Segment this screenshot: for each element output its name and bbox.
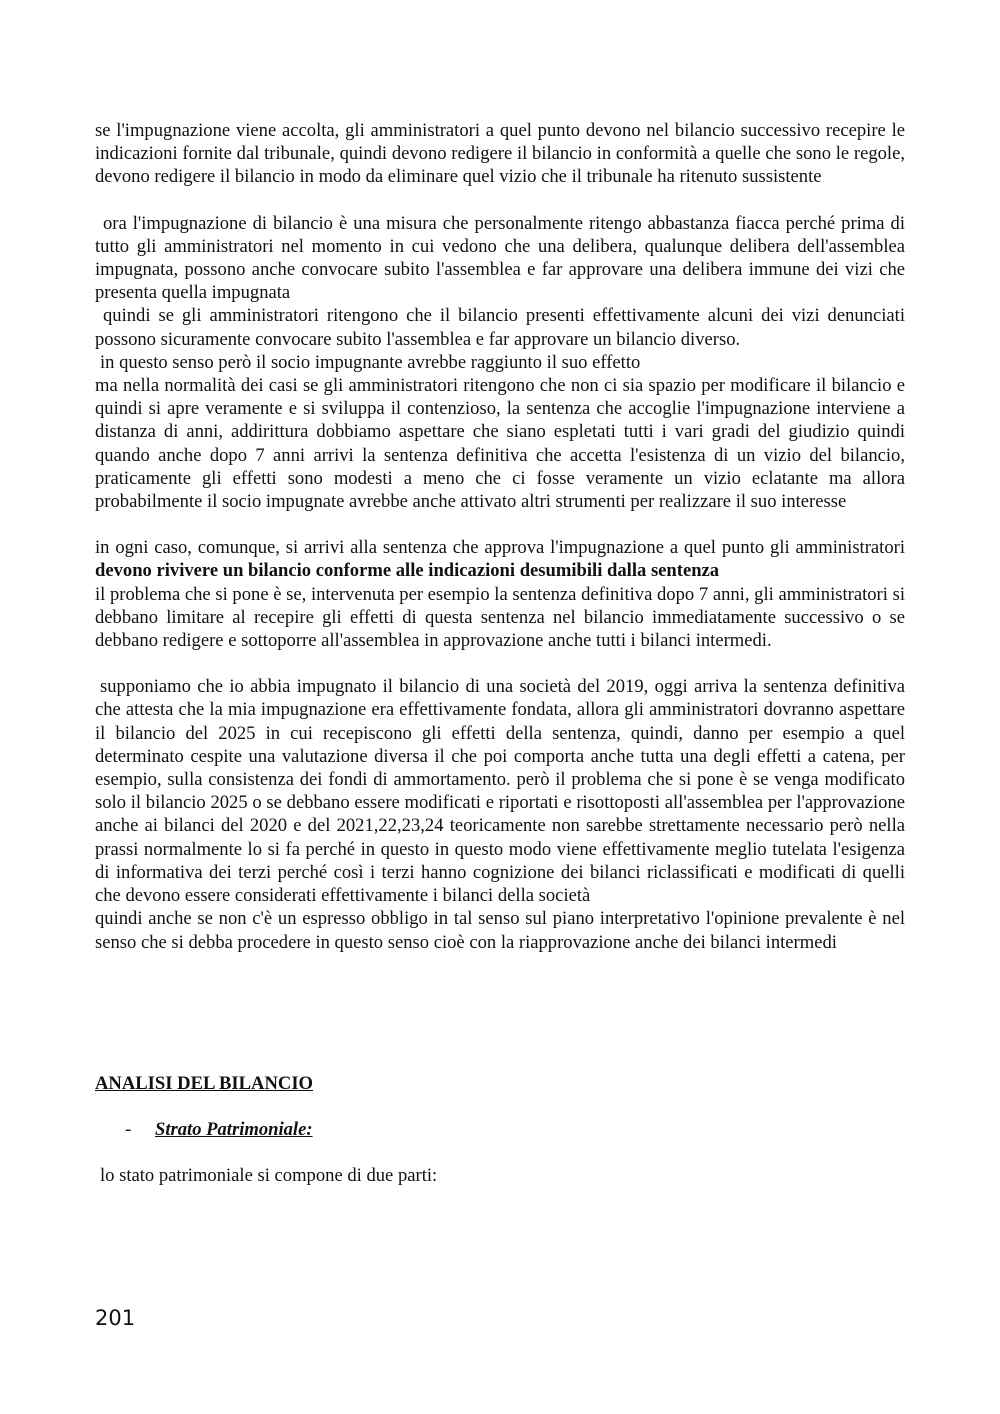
page-number: 201 — [95, 1306, 136, 1330]
paragraph: il problema che si pone è se, intervenuta per esempio la sentenza definitiva dopo 7 anni, gli amministratori si debbano limitare al recepire gli effetti di questa sentenza nel bilancio immediatamente successivo o se debbano redigere e sottoporre all'assemblea in approvazione anche tutti i bilanci intermedi. — [95, 583, 905, 652]
paragraph: quindi se gli amministratori ritengono che il bilancio presenti effettivamente alcuni dei vizi denunciati possono sicuramente convocare subito l'assemblea e far approvare un bilancio diverso. — [95, 305, 905, 350]
bullet-dash: - — [125, 1118, 132, 1140]
emphasized-text: devono rivivere un bilancio conforme alle indicazioni desumibili dalla sentenza — [95, 560, 720, 582]
paragraph: ma nella normalità dei casi se gli amministratori ritengono che non ci sia spazio per modificare il bilancio e quindi si apre veramente e si sviluppa il contenzioso, la sentenza che accoglie l'impugnazione interviene a distanza di anni, addirittura dobbiamo aspettare che siano espletati tutti i vari gradi del giudizio quindi quando anche dopo 7 anni arrivi la sentenza definitiva che accetta l'esistenza di un vizio del bilancio, praticamente gli effetti sono modesti a meno che ci fosse veramente un vizio eclatante ma allora probabilmente il socio impugnate avrebbe anche attivato altri strumenti per realizzare il suo interesse — [95, 375, 905, 513]
section-heading: ANALISI DEL BILANCIO — [95, 1072, 314, 1094]
paragraph: lo stato patrimoniale si compone di due parti: — [100, 1165, 438, 1187]
paragraph: se l'impugnazione viene accolta, gli amministratori a quel punto devono nel bilancio successivo recepire le indicazioni fornite dal tribunale, quindi devono redigere il bilancio in conformità a quelle che sono le regole, devono redigere il bilancio in modo da eliminare quel vizio che il tribunale ha ritenuto sussistente — [95, 120, 905, 188]
paragraph — [95, 536, 905, 582]
document-body — [95, 119, 905, 1187]
paragraph-text: in ogni caso, comunque, si arrivi alla sentenza che approva l'impugnazione a quel punto gli amministratori — [95, 537, 905, 559]
paragraph: supponiamo che io abbia impugnato il bilancio di una società del 2019, oggi arriva la sentenza definitiva che attesta che la mia impugnazione era effettivamente fondata, allora gli amministratori dovranno aspettare il bilancio del 2025 in cui recepiscono gli effetti della sentenza, quindi, danno per esempio a quel determinato cespite una valutazione diversa il che poi comporta anche tutta una degli effetti a catena, per esempio, sulla consistenza dei fondi di ammortamento. però il problema che si pone è se venga modificato solo il bilancio 2025 o se debbano essere modificati e riportati e risottoposti all'assemblea per l'approvazione anche ai bilanci del 2020 e del 2021,22,23,24 teoricamente non sarebbe strettamente necessario però nella prassi normalmente lo si fa perché in questo in questo modo viene effettivamente meglio tutelata l'esigenza di informativa dei terzi perché così i terzi hanno cognizione dei bilanci riclassificati e modificati di quelli che devono essere considerati effettivamente i bilanci della società — [95, 676, 905, 907]
paragraph: quindi anche se non c'è un espresso obbligo in tal senso sul piano interpretativo l'opinione prevalente è nel senso che si debba procedere in questo senso cioè con la riapprovazione anche dei bilanci intermedi — [95, 908, 905, 953]
bullet-item — [95, 1118, 905, 1141]
paragraph: in questo senso però il socio impugnante avrebbe raggiunto il suo effetto — [100, 351, 641, 373]
bullet-label: Strato Patrimoniale: — [155, 1118, 313, 1140]
paragraph: ora l'impugnazione di bilancio è una misura che personalmente ritengo abbastanza fiacca perché prima di tutto gli amministratori nel momento in cui vedono che una delibera, qualunque delibera dell'assemblea impugnata, possono anche convocare subito l'assemblea e far approvare una delibera immune dei vizi che presenta quella impugnata — [95, 212, 905, 304]
